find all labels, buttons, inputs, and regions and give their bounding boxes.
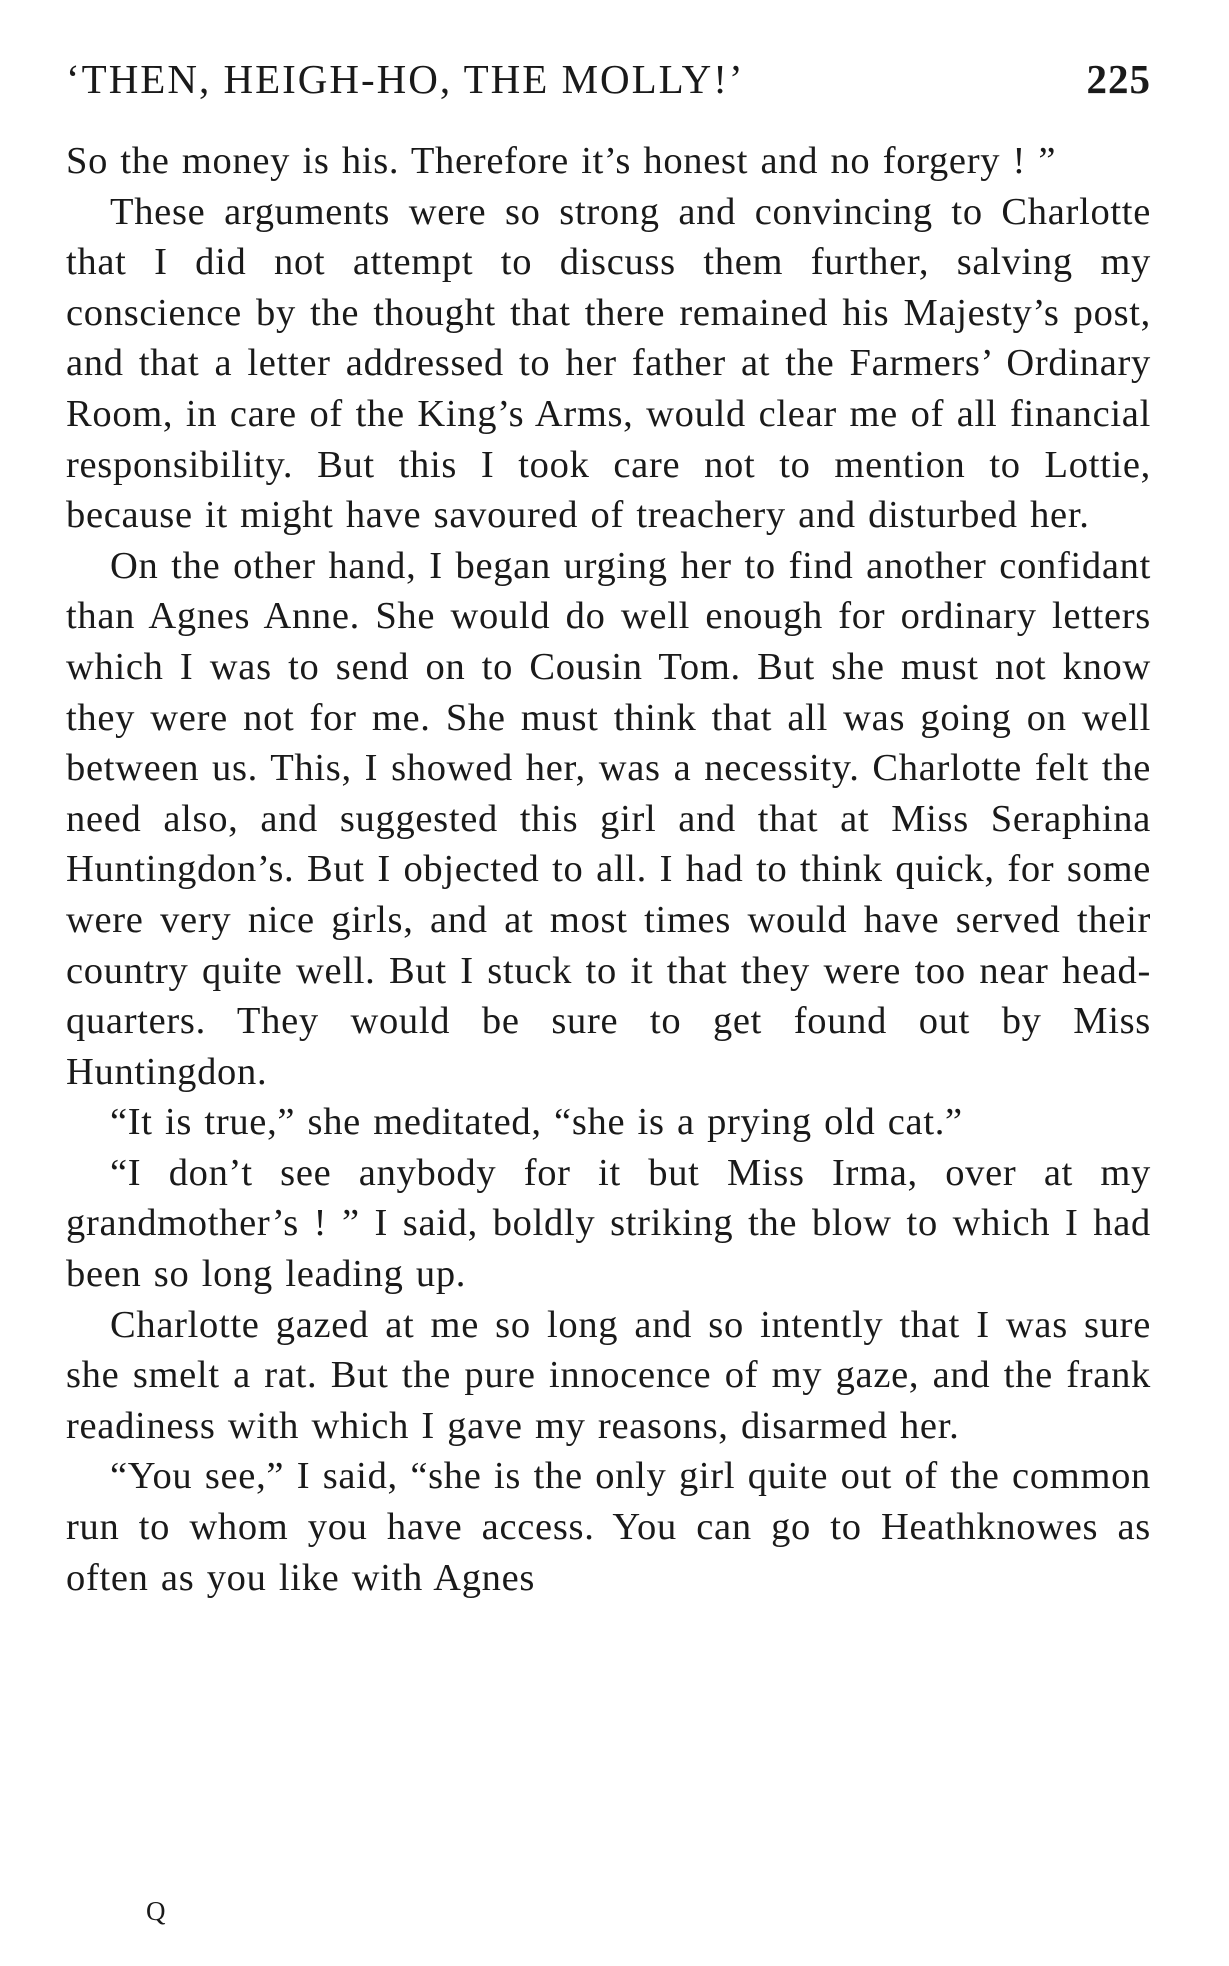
paragraph-1: So the money is his. Therefore it’s honest and no forgery ! ”	[66, 140, 1057, 182]
chapter-title: ‘THEN, HEIGH-HO, THE MOLLY!’	[66, 56, 745, 102]
paragraph-4: “It is true,” she meditated, “she is a prying old cat.”	[110, 1101, 963, 1144]
book-page	[66, 48, 1151, 1603]
body-text	[66, 136, 1151, 1603]
paragraph-6: Charlotte gazed at me so long and so intently that I was sure she smelt a rat. But the pure innocence of my gaze, and the frank readiness with which I gave my reasons, disarmed her.	[66, 1303, 1151, 1447]
page-number: 225	[1086, 56, 1151, 102]
running-head	[66, 48, 1151, 110]
signature-mark: Q	[146, 1896, 167, 1926]
paragraph-7: “You see,” I said, “she is the only girl quite out of the common run to whom you have access. You can go to Heathknowes as often as you like with Agnes	[66, 1455, 1151, 1599]
paragraph-2: These arguments were so strong and convincing to Charlotte that I did not attempt to discuss them further, salving my conscience by the thought that there remained his Majesty’s post, and that a letter addressed to her father at the Farmers’ Ordinary Room, in care of the King’s Arms, would clear me of all financial responsibility. But this I took care not to mention to Lottie, because it might have savoured of treachery and disturbed her.	[66, 190, 1151, 537]
paragraph-3: On the other hand, I began urging her to find another confidant than Agnes Anne. She would do well enough for ordinary letters which I was to send on to Cousin Tom. But she must not know they were not for me. She must think that all was going on well between us. This, I showed her, was a necessity. Charlotte felt the need also, and suggested this girl and that at Miss Seraphina Huntingdon’s. But I objected to all. I had to think quick, for some were very nice girls, and at most times would have served their country quite well. But I stuck to it that they were too near head-quarters. They would be sure to get found out by Miss Huntingdon.	[66, 544, 1151, 1093]
paragraph-5: “I don’t see anybody for it but Miss Irma, over at my grandmother’s ! ” I said, boldly striking the blow to which I had been so long leading up.	[66, 1151, 1151, 1296]
